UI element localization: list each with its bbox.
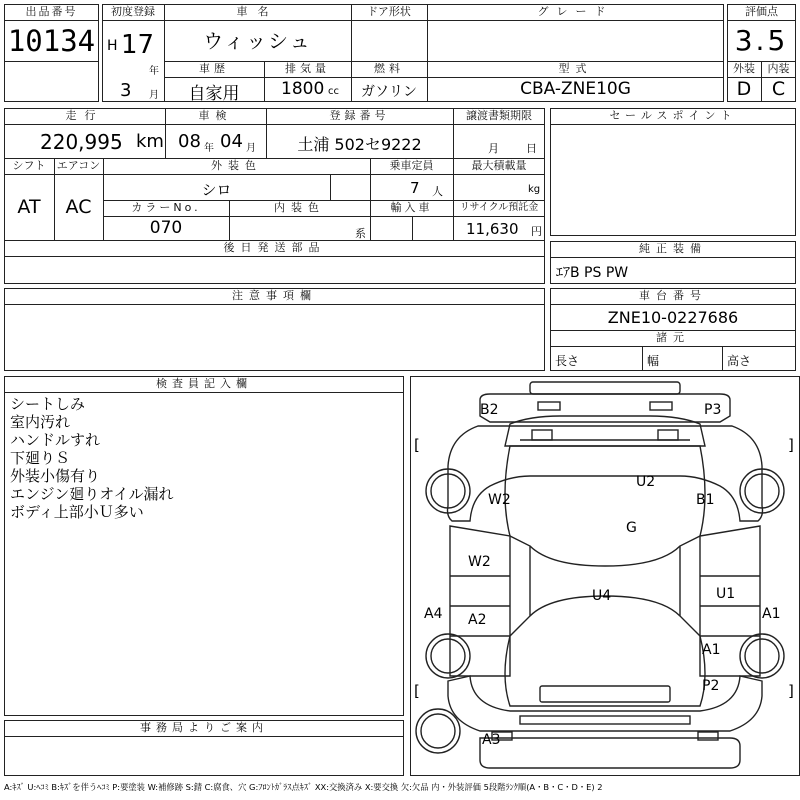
inspection-label: 車検 bbox=[198, 109, 233, 122]
color-no-label: カラーNo. bbox=[131, 201, 201, 214]
chassis-label: 車台番号 bbox=[639, 289, 707, 302]
year: 17 bbox=[121, 30, 155, 60]
fuel-label: 燃料 bbox=[374, 62, 404, 75]
comment-line: 外装小傷有り bbox=[10, 467, 101, 485]
interior-grade: C bbox=[771, 78, 786, 100]
model-value: CBA-ZNE10G bbox=[520, 79, 631, 99]
lot-label: 出品番号 bbox=[25, 5, 78, 18]
reg-label: 登録番号 bbox=[329, 109, 390, 122]
bracket-right-bottom: ] bbox=[788, 682, 794, 700]
inspector-comments bbox=[10, 395, 174, 521]
mark-B2: B2 bbox=[480, 402, 499, 418]
ac-value: AC bbox=[65, 196, 92, 218]
sales-point-box bbox=[550, 108, 796, 236]
capacity-label: 乗車定員 bbox=[389, 159, 434, 172]
mark-W2-upper: W2 bbox=[488, 492, 511, 508]
inspection-year-unit: 年 bbox=[204, 143, 214, 154]
mark-A1-rear: A1 bbox=[702, 642, 721, 658]
shift-label: シフト bbox=[12, 159, 46, 172]
mark-A1-side: A1 bbox=[762, 606, 781, 622]
ac-label: エアコン bbox=[56, 159, 101, 172]
model-label: 型式 bbox=[558, 62, 593, 75]
import-label: 輸入車 bbox=[390, 201, 433, 214]
car-name-label: 車名 bbox=[236, 5, 279, 18]
history-label: 車歴 bbox=[199, 62, 229, 75]
comment-line: ボディ上部小Ｕ多い bbox=[10, 503, 144, 521]
score-value: 3.5 bbox=[734, 24, 789, 57]
interior-color-label: 内装色 bbox=[274, 201, 325, 214]
fuel-value: ガソリン bbox=[361, 84, 417, 100]
interior-color-unit: 系 bbox=[355, 227, 366, 240]
mileage-unit: km bbox=[136, 131, 164, 152]
bracket-right-top: ] bbox=[788, 436, 794, 454]
mark-A3: A3 bbox=[482, 732, 501, 748]
office-title: 事務局よりご案内 bbox=[140, 721, 268, 734]
era: H bbox=[107, 38, 118, 54]
transfer-day-unit: 日 bbox=[526, 142, 537, 155]
equipment-value: ｴｱB PS PW bbox=[556, 265, 629, 281]
notes-label: 注意事項欄 bbox=[232, 289, 317, 302]
comment-line: エンジン廻りオイル漏れ bbox=[10, 485, 174, 503]
exterior-label: 外装 bbox=[733, 62, 755, 75]
interior-label: 内装 bbox=[767, 62, 790, 75]
mark-B1: B1 bbox=[696, 492, 715, 508]
mark-U4: U4 bbox=[592, 588, 612, 604]
bracket-left-top: [ bbox=[414, 436, 420, 454]
inspection-month-unit: 月 bbox=[246, 143, 256, 154]
grade-label: グレード bbox=[537, 5, 614, 18]
mark-U1: U1 bbox=[716, 586, 736, 602]
legend-text: A:ｷｽﾞ U:ﾍｺﾐ B:ｷｽﾞを伴うﾍｺﾐ P:要塗装 W:補修跡 S:錆 C:腐食、穴 G:ﾌﾛﾝﾄｶﾞﾗｽ点ｷｽﾞ XX:交換済み X:要交換 欠:欠品 内・外装評価 5段階ﾗﾝｸ順(A・B・C・D・E) 2 bbox=[4, 782, 603, 792]
score-label: 評価点 bbox=[745, 5, 778, 18]
recycle-label: リサイクル預託金 bbox=[459, 202, 539, 213]
inspection-month: 04 bbox=[220, 131, 243, 152]
load-unit: kg bbox=[528, 184, 541, 195]
transfer-label: 譲渡書類期限 bbox=[466, 109, 532, 122]
lot-number: 10134 bbox=[7, 24, 96, 58]
recycle-value: 11,630 bbox=[466, 220, 519, 238]
car-name: ウィッシュ bbox=[203, 29, 312, 53]
shift-value: AT bbox=[17, 196, 41, 218]
mark-P3: P3 bbox=[704, 402, 722, 418]
color-label: 外装色 bbox=[211, 159, 262, 172]
inspector-title: 検査員記入欄 bbox=[156, 377, 252, 390]
month: 3 bbox=[120, 80, 132, 101]
mark-W2-lower: W2 bbox=[468, 554, 491, 570]
year-unit: 年 bbox=[149, 66, 159, 77]
mileage-value: 220,995 bbox=[40, 130, 123, 154]
comment-line: シートしみ bbox=[10, 395, 86, 413]
inspection-year: 08 bbox=[178, 131, 201, 152]
transfer-month-unit: 月 bbox=[488, 142, 499, 155]
color-value: シロ bbox=[201, 181, 232, 199]
later-parts-label: 後日発送部品 bbox=[223, 241, 326, 254]
door-label: ドア形状 bbox=[367, 5, 411, 18]
reg-value: 土浦 502セ9222 bbox=[297, 135, 422, 154]
dims-label: 諸元 bbox=[656, 331, 690, 344]
color-no-value: 070 bbox=[149, 218, 183, 238]
load-label: 最大積載量 bbox=[471, 159, 527, 172]
sales-point-label: セールスポイント bbox=[609, 109, 737, 122]
month-unit: 月 bbox=[149, 90, 159, 101]
width-label: 幅 bbox=[647, 354, 660, 368]
mark-A2: A2 bbox=[468, 612, 487, 628]
comment-line: ハンドルすれ bbox=[10, 431, 101, 449]
mark-U2: U2 bbox=[636, 474, 656, 490]
capacity-unit: 人 bbox=[432, 185, 443, 198]
bracket-left-bottom: [ bbox=[414, 682, 420, 700]
displacement-label: 排気量 bbox=[285, 62, 330, 75]
capacity-value: 7 bbox=[410, 179, 420, 197]
mark-G: G bbox=[626, 520, 637, 536]
history-value: 自家用 bbox=[188, 84, 240, 104]
comment-line: 下廻りＳ bbox=[10, 449, 71, 467]
length-label: 長さ bbox=[555, 354, 580, 368]
comment-line: 室内汚れ bbox=[10, 413, 71, 431]
height-label: 高さ bbox=[727, 354, 752, 368]
exterior-grade: D bbox=[736, 78, 752, 100]
mileage-label: 走行 bbox=[65, 109, 104, 122]
recycle-unit: 円 bbox=[531, 225, 542, 238]
car-damage-diagram bbox=[410, 376, 800, 776]
displacement-unit: cc bbox=[328, 86, 339, 97]
mark-A4: A4 bbox=[424, 606, 443, 622]
chassis-number: ZNE10-0227686 bbox=[607, 308, 739, 327]
displacement-value: 1800 bbox=[281, 79, 325, 99]
first-reg-label: 初度登録 bbox=[111, 5, 155, 18]
equipment-label: 純正装備 bbox=[639, 242, 707, 255]
mark-P2: P2 bbox=[702, 678, 720, 694]
